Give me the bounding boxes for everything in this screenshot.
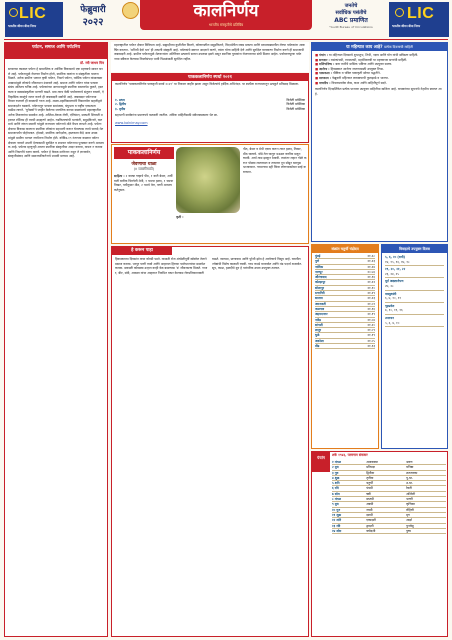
table-cell: १२ शनि bbox=[332, 518, 342, 523]
table-cell: तृतीया bbox=[366, 475, 374, 480]
table-cell: पुष्य bbox=[406, 528, 411, 533]
table-cell: अमावास्या bbox=[366, 460, 378, 464]
table-cell: २१.१६ bbox=[367, 275, 375, 280]
recipe-food-photo bbox=[176, 147, 240, 213]
lic-logo-right bbox=[389, 2, 449, 37]
contest-note: सहभागी स्पर्धकांना प्रमाणपत्रे पाठवली जातील. अधिक माहितीसाठी संकेतस्थळाला भेट द्या. bbox=[115, 112, 218, 117]
table-cell: आर्द्रा bbox=[406, 518, 412, 523]
brand-title: कालनिर्णय bbox=[193, 1, 259, 21]
table-cell: वास्तुशांती bbox=[385, 291, 397, 296]
highlights-header: या महिन्यात काय आहे? प्रत्येक दिवसाची माहिती bbox=[312, 43, 447, 51]
recipe-title: जेवणाचा थाळा bbox=[131, 162, 157, 167]
masthead-divider bbox=[4, 39, 448, 40]
table-cell: २१.२९ bbox=[367, 291, 375, 296]
table-cell: ७, १०, ११, १६ bbox=[385, 308, 403, 313]
table-cell: रोहिणी bbox=[406, 507, 414, 512]
lic-left-text: LIC bbox=[19, 5, 47, 22]
table-cell: २१.२३ bbox=[367, 259, 375, 264]
table-cell: द्वितीया bbox=[366, 470, 375, 475]
ingredients-label: साहित्य : bbox=[114, 174, 125, 178]
table-cell: जळगाव bbox=[315, 306, 325, 311]
lic-logo-left bbox=[5, 2, 63, 37]
table-cell: ६, ७, १०, ११ bbox=[385, 296, 402, 301]
table-cell: पंचमी bbox=[366, 486, 373, 491]
contest-title: पाककलानिर्णय स्पर्धा २०२१ bbox=[112, 74, 308, 81]
table-cell: २१.०९ bbox=[367, 328, 375, 333]
table-cell: सप्तमी bbox=[366, 497, 374, 502]
table-cell: २१.२४ bbox=[367, 264, 375, 269]
highlight-item: ■ वाचनीय : विचारप्रवर्तक लेख, कथा आणि माहितीपूर्ण सदरे. bbox=[315, 80, 387, 85]
left-article-title: पर्यटन, समाज आणि पर्यटनिय bbox=[5, 43, 107, 59]
table-row bbox=[385, 266, 444, 278]
table-cell: अहमदनगर bbox=[315, 312, 328, 317]
table-cell: बीड bbox=[315, 344, 320, 349]
table-cell: उपनयन bbox=[385, 315, 394, 320]
slogan-small: *Audit Bureau of Circulations bbox=[329, 25, 373, 29]
table-cell: मूर्त अक्षतारोपण bbox=[385, 279, 404, 284]
table-cell: मुंबई bbox=[315, 254, 321, 258]
table-cell: द्वादशी bbox=[366, 523, 374, 528]
recipe-heading bbox=[114, 161, 174, 172]
highlights-list bbox=[312, 51, 447, 98]
recipe-ingredients bbox=[114, 174, 174, 242]
table-cell: ५, ६, ७, १० bbox=[385, 320, 400, 325]
year-label: २०२२ bbox=[82, 17, 104, 28]
table-cell: २१.१० bbox=[367, 285, 375, 290]
table-cell: चतुर्थी bbox=[366, 481, 373, 486]
highlight-item: ■ सणवार : वसंतपंचमी, रथसप्तमी, महाशिवरात्री या महत्त्वाच्या सणांची माहिती. bbox=[315, 57, 408, 62]
tips-article bbox=[111, 246, 309, 637]
method-label: कृती : bbox=[176, 215, 184, 219]
lic-left-sub: भारतीय जीवन बीमा निगम bbox=[8, 24, 37, 28]
table-row bbox=[385, 315, 444, 327]
table-cell: पू.भा. bbox=[406, 475, 414, 480]
table-cell: २१.१३ bbox=[367, 344, 375, 349]
highlights-note: कालनिर्णय दिनदर्शिकेत प्रत्येक पानावर उपयुक्त माहितीचा खजिना आहे. वाचकांच्या सूचनांचे नेहमीच स्वागत आहे. bbox=[315, 87, 442, 96]
table-cell: २७, २८ bbox=[385, 283, 394, 288]
highlight-item: ■ पंचांग : या महिन्यात दिवसाचे शुभाशुभ, तिथी, नक्षत्र आणि योग यांची सविस्तर माहिती. bbox=[315, 53, 419, 57]
left-article-body: सध्याच्या काळात पर्यटन हे सामाजिक व आर्थिक विकासाचे एक महत्त्वाचे साधन बनले आहे. पर्यटनामुळे रोजगार निर्माण होतो, स्थानिक कलांना व संस्कृतीला चालना मिळते. अनेक ग्रामीण भागात कृषी पर्यटन, निसर्ग पर्यटन, धार्मिक पर्यटन यांसारख्या उपक्रमांमुळे लोकांचे जीवनमान उंचावले आहे. समाज आणि पर्यटन यांचा परस्पर संबंध अतिशय घनिष्ठ आहे. पर्यटकांच्या आगमनामुळे स्थानिक बाजारपेठ फुलते, हस्तकला व खाद्यसंस्कृतीला मागणी वाढते. मात्र त्याच वेळी पर्यावरणाचे संतुलन राखणे, ऐतिहासिक वास्तूंचे जतन करणे ही जबाबदारी सर्वांची आहे. जबाबदार पर्यटनाचा विचार रुजवणे ही काळाची गरज आहे. शाळा-महाविद्यालयांनी विद्यार्थ्यांना सहलीद्वारे समाजदर्शन घडवावे. पर्यटनातून परस्पर सामंजस्य, बंधुभाव व राष्ट्रीय एकात्मता वाढीस लागते. 'युनेस्को'ने जाहीर केलेल्या जागतिक वारसा स्थळांमध्ये महाराष्ट्रातील अनेक ठिकाणांचा समावेश आहे. अजिंठा-वेरूळ लेणी, एलिफंटा, छत्रपती शिवाजी महाराज टर्मिनस ही त्याची उदाहरणे आहेत. गडकिल्ल्यांची भटकंती, समुद्रकिनारे, घाटमाथे आणि जंगल सफारी यांमुळे राज्याला पर्यटनाचे मोठे वैभव लाभले आहे. पर्यटन क्षेत्राचा विकास करताना स्थानिक लोकांना सहभागी करून घेतल्यास त्याचे फायदे थेट समाजापर्यंत पोहोचतात. होमस्टे, स्थानिक मार्गदर्शक, हस्तकला केंद्रे अशा उपक्रमांमुळे ग्रामीण भागात नवचैतन्य निर्माण होते. कोविड-१९ नंतरच्या काळात पर्यटन क्षेत्राला नव्याने उभारी देण्यासाठी सुरक्षित व शाश्वत पर्यटनाचा पुरस्कार करणे आवश्यक आहे. पर्यटक म्हणूनही आपण स्थानिक संस्कृतीचा आदर करावा, कचरा न करावा आणि निसर्गाचे रक्षण करावे. पर्यटन हे केवळ मनोरंजन नसून ते ज्ञानवर्धन, संस्कृतीसंवाद आणि समाजपरिवर्तनाचे प्रभावी माध्यम आहे. bbox=[8, 67, 104, 159]
auspicious-title: विवाहाचे उपयुक्त दिवस bbox=[382, 245, 447, 253]
highlight-item: ■ राशिभविष्य : बारा राशींचे मासिक भविष्य आणि उपयुक्त सल्ला. bbox=[315, 62, 393, 67]
table-cell: नवमी bbox=[366, 507, 373, 512]
circulation-slogan bbox=[315, 3, 387, 37]
table-cell: अष्टमी bbox=[366, 502, 374, 507]
lic-right-sub: भारतीय जीवन बीमा निगम bbox=[392, 24, 421, 28]
table-cell: उ.भा. bbox=[406, 481, 413, 486]
table-cell: रेवती bbox=[406, 486, 412, 491]
table-cell: १४ सोम bbox=[332, 528, 342, 533]
ingredients-text: २ वाट्या गव्हाचे पीठ, १ वाटी बेसन, अर्धी वाटी बारीक चिरलेली मेथी, १ चमचा हळद, १ चमचा तिखट, चवीनुसार मीठ, २ चमचे तेल, पाणी आवश्यकतेनुसार. bbox=[114, 174, 174, 192]
table-row bbox=[385, 303, 444, 315]
table-cell: दशमी bbox=[366, 512, 373, 517]
table-cell: सोलापूर bbox=[315, 285, 325, 290]
table-cell: २१.०१ bbox=[367, 301, 375, 306]
table-cell: ७ सोम bbox=[332, 491, 340, 496]
table-cell: ११ शुक्र bbox=[332, 512, 342, 517]
table-cell: मृग bbox=[406, 512, 410, 517]
table-cell: शततारका bbox=[406, 470, 418, 475]
contest-intro: कालनिर्णय 'पाककलानिर्णय पाककृती स्पर्धा २०२१' चा निकाल जाहीर झाला असून विजेत्यांचे हार्दिक अभिनंदन. या स्पर्धेला राज्यभरातून उत्स्फूर्त प्रतिसाद मिळाला. bbox=[115, 82, 300, 86]
auspicious-rows bbox=[382, 253, 447, 328]
slogan-bottom: ABC प्रमाणित bbox=[334, 17, 368, 24]
recipe-method-a bbox=[176, 215, 242, 243]
table-cell: गृहप्रवेश bbox=[385, 303, 395, 308]
table-cell: ४ शुक्र bbox=[332, 475, 340, 480]
table-cell: एकादशी bbox=[366, 518, 376, 523]
sun-emblem-icon bbox=[122, 2, 139, 19]
panchang-rows bbox=[332, 460, 446, 534]
table-cell: ८ मंगळ bbox=[332, 497, 341, 502]
table-cell: १० गुरु bbox=[332, 507, 341, 512]
table-cell: रत्नागिरी bbox=[315, 291, 325, 296]
month-highlights bbox=[311, 42, 448, 242]
table-cell: ५ शनि bbox=[332, 481, 340, 486]
table-cell: २ बुध bbox=[332, 465, 339, 470]
month-label: फेब्रुवारी bbox=[80, 5, 106, 15]
winner-row: १. प्रथम विजेती प्रवेशिका bbox=[115, 98, 305, 102]
table-cell: सातारा bbox=[315, 296, 323, 301]
table-cell: धुळे bbox=[315, 333, 320, 338]
table-cell: १ मंगळ bbox=[332, 460, 341, 464]
highlight-item: ■ आरोग्य : हिवाळ्यात आरोग्य जपण्यासाठी उपयुक्त टिप्स. bbox=[315, 66, 384, 71]
recipe-subtitle: (४ व्यक्तींसाठी) bbox=[133, 167, 155, 171]
table-cell: १४, १५, १६, १७, १८ bbox=[385, 259, 410, 264]
lic-right-text: LIC bbox=[407, 5, 435, 22]
table-cell: १३ रवि bbox=[332, 523, 341, 528]
table-cell: श्रवण bbox=[406, 460, 413, 464]
moonrise-table bbox=[311, 244, 379, 449]
table-cell: सांगली bbox=[315, 322, 323, 327]
moonrise-rows bbox=[312, 253, 378, 350]
table-cell: २३, २४, २५ bbox=[385, 271, 399, 276]
contest-website-link[interactable]: www.kalnirnay.com bbox=[115, 120, 148, 125]
table-cell: कृत्तिका bbox=[406, 502, 415, 507]
table-row bbox=[315, 344, 375, 349]
table-cell: नागपूर bbox=[315, 269, 323, 274]
panchang-table bbox=[311, 451, 448, 637]
table-cell: २०.५६ bbox=[367, 269, 375, 274]
recipe-brand: पाककलानिर्णय bbox=[114, 147, 174, 159]
table-cell: भरणी bbox=[406, 497, 413, 502]
contest-box bbox=[111, 73, 309, 143]
table-cell: नाशिक bbox=[315, 264, 324, 269]
auspicious-table bbox=[381, 244, 448, 449]
table-cell: २१.२२ bbox=[367, 280, 375, 285]
table-row bbox=[385, 291, 444, 303]
table-cell: प्रतिपदा bbox=[366, 465, 375, 470]
brand-banner bbox=[140, 0, 312, 30]
table-cell: औरंगाबाद bbox=[315, 275, 327, 280]
table-cell: अमरावती bbox=[315, 301, 326, 306]
winner-row: ३. तृतीय विजेती प्रवेशिका bbox=[115, 106, 305, 111]
table-cell: धनिष्ठा bbox=[406, 465, 414, 470]
winner-row: २. द्वितीय विजेती प्रवेशिका bbox=[115, 102, 305, 107]
table-row bbox=[332, 529, 446, 534]
brand-tagline: भारतीय संस्कृतीचे प्रतिबिंब bbox=[208, 23, 244, 27]
table-cell: २१.१६ bbox=[367, 306, 375, 311]
slogan-mid: सर्वाधिक पसंतीचे bbox=[335, 10, 367, 16]
table-cell: कोल्हापूर bbox=[315, 280, 326, 285]
table-cell: २१.१९ bbox=[367, 333, 375, 338]
table-row bbox=[385, 278, 444, 290]
lic-lamp-icon bbox=[9, 8, 18, 17]
table-cell: २१.०४ bbox=[367, 317, 375, 322]
table-cell: १९, २०, २१, २२ bbox=[385, 267, 406, 272]
month-year bbox=[66, 4, 120, 36]
table-row bbox=[385, 254, 444, 266]
table-cell: त्रयोदशी bbox=[366, 528, 376, 533]
center-top-text: महाराष्ट्रातील पर्यटन क्षेत्रात विविधता आहे. सह्याद्रीच्या कुशीतील किल्ले, कोकणातील समुद्रकिनारे, विदर्भातील व्याघ्र प्रकल्प आणि मराठवाड्यातील लेण्या पर्यटकांना आकर्षित करतात. 'अतिथी देवो भव' ही आपली संस्कृती आहे. पर्यटकांचे स्वागत आदराने करणे, त्यांना योग्य माहिती देणे आणि सुरक्षित वातावरण निर्माण करणे ही समाजाची जबाबदारी आहे. ग्रामीण पर्यटनामुळे शेतकऱ्यांना अतिरिक्त उत्पन्नाचे साधन उपलब्ध झाले असून स्थानिक युवकांना रोजगाराच्या संधी मिळत आहेत. पर्यावरणपूरक पर्यटनाचा स्वीकार केल्यास निसर्गसंपदा भावी पिढ्यांसाठी सुरक्षित राहील. bbox=[111, 42, 309, 72]
table-cell: २१.२३ bbox=[367, 296, 375, 301]
tips-body: हिवाळ्याच्या दिवसांत त्वचा कोरडी पडते. यासाठी रोज अंघोळीपूर्वी खोबरेल तेलाने मसाज करावा. भरपूर पाणी प्यावे आणि आहारात हिरव्या पालेभाज्यांचा समावेश करावा. सकाळी कोवळ्या उन्हात काही वेळ बसल्यास 'ड' जीवनसत्त्व मिळते. गाजर, बीट, संत्री, आवळा यांचा आहारात नियमित वापर केल्यास रोगप्रतिकारशक्ती वाढते. व्यायाम, प्राणायाम आणि पुरेशी झोप हे आरोग्याचे त्रिसूत्र आहे. घरातील ज्येष्ठांची विशेष काळजी घ्यावी. गरम कपडे वापरावेत आणि थंड पदार्थ टाळावेत. सूप, काढा, हळदीचे दूध हे पारंपरिक उपाय उपयुक्त ठरतात. bbox=[115, 257, 303, 275]
table-cell: नांदेड bbox=[315, 317, 321, 322]
table-cell: अश्विनी bbox=[406, 491, 416, 496]
table-cell: ३ गुरु bbox=[332, 470, 339, 475]
panchang-subtitle: शके १९४३, प्लवनाम संवत्सर bbox=[332, 453, 368, 457]
table-cell: ९ बुध bbox=[332, 502, 339, 507]
left-article-author: डॉ. रवी जाधव मित्र bbox=[80, 61, 104, 65]
left-article bbox=[4, 42, 108, 637]
recipe-method: पीठ, बेसन व मेथी एकत्र करून त्यात हळद, तिखट, मीठ घालावे. थोडे तेल घालून मऊसर कणीक मळून घ्यावी. अर्धा तास झाकून ठेवावी. त्यानंतर लहान गोळे करून पोळ्या लाटाव्यात व तव्यावर तूप सोडून खरपूस भाजाव्यात. गरमागरम दही किंवा लोणच्यासोबत सर्व्ह कराव्यात. bbox=[243, 147, 307, 174]
table-cell: २१.०५ bbox=[367, 338, 375, 343]
table-cell: अकोला bbox=[315, 338, 324, 343]
table-cell: २१.१९ bbox=[367, 312, 375, 317]
table-cell: पुनर्वसू bbox=[406, 523, 414, 528]
table-cell: ५, ६, १० (रात्री) bbox=[385, 255, 406, 259]
table-cell: षष्ठी bbox=[366, 491, 371, 496]
tips-title: हे करून पाहा bbox=[112, 247, 172, 255]
panchang-title: पंचांग bbox=[312, 452, 330, 472]
table-cell: ६ रवि bbox=[332, 486, 339, 491]
highlight-item: ■ पाककला : पौष्टिक व चविष्ट पाककृती सोप्या पद्धतीने. bbox=[315, 71, 381, 76]
moonrise-title: संक्रांत चतुर्थी चंद्रोदय bbox=[312, 245, 378, 253]
table-cell: लातूर bbox=[315, 328, 322, 333]
highlight-item: ■ बागकाम : फेब्रुवारी महिन्यात लावावयाची फुलझाडे व भाज्या. bbox=[315, 75, 389, 80]
slogan-top: जनतेचे bbox=[344, 3, 358, 9]
table-cell: पुणे bbox=[315, 259, 320, 264]
recipe-box bbox=[111, 144, 309, 244]
lic-lamp-icon bbox=[395, 8, 404, 17]
table-cell: २१.२० bbox=[367, 322, 375, 327]
contest-winners bbox=[112, 97, 308, 112]
table-cell: २१.२८ bbox=[367, 254, 375, 258]
